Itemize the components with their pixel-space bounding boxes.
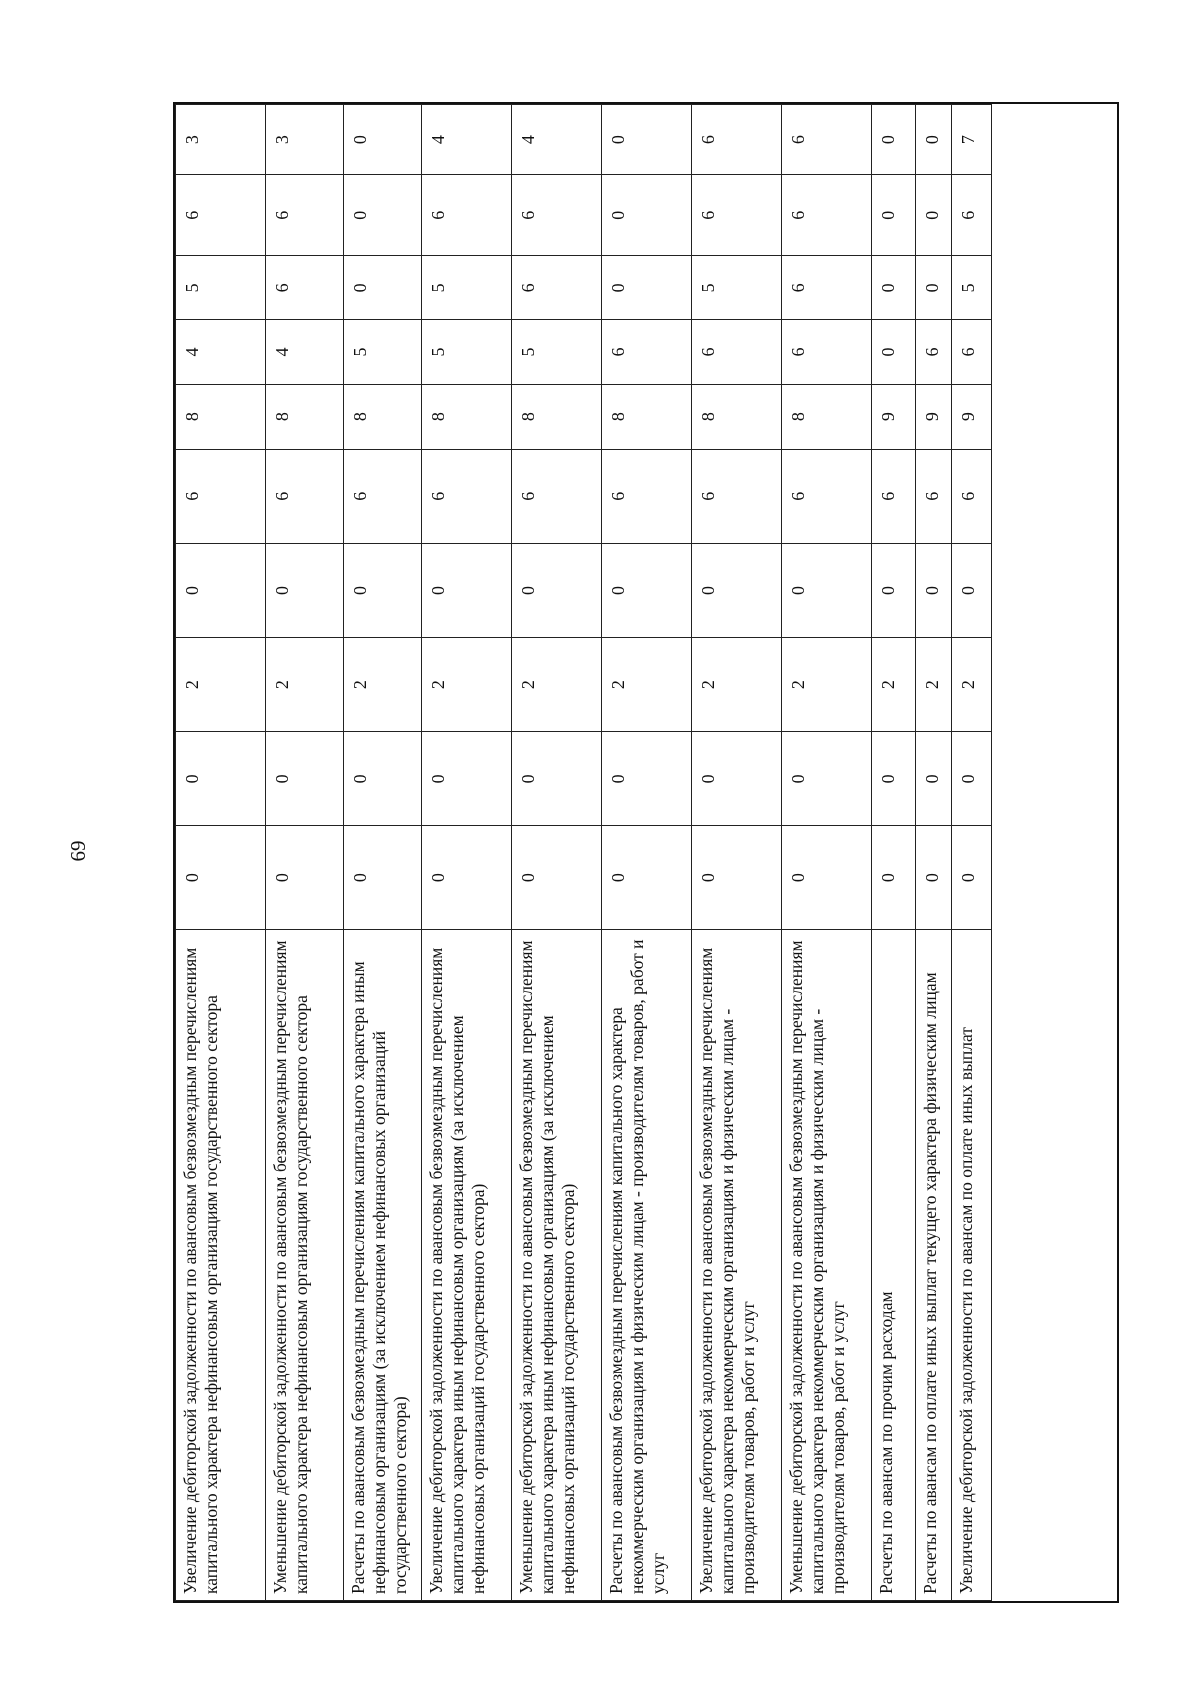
code-digit-cell: 6 <box>692 175 782 256</box>
code-digit-cell: 0 <box>952 543 992 637</box>
code-digit-cell: 8 <box>266 384 344 449</box>
code-digit-cell: 8 <box>512 384 602 449</box>
code-digit-cell: 2 <box>692 638 782 732</box>
code-digit-cell: 4 <box>512 105 602 175</box>
code-digit-cell: 6 <box>602 449 692 543</box>
code-digit-cell: 9 <box>872 384 916 449</box>
code-digit-cell: 2 <box>916 638 952 732</box>
code-digit-cell: 2 <box>872 638 916 732</box>
table-row <box>602 105 692 1601</box>
account-name-cell: Уменьшение дебиторской задолженности по авансовым безвозмездным перечислениям капитального характера иным нефинансовым организациям (за исключением нефинансовых организаций государственного сектора) <box>512 929 602 1600</box>
code-digit-cell: 0 <box>872 256 916 320</box>
code-digit-cell: 0 <box>916 826 952 929</box>
code-digit-cell: 4 <box>176 320 266 384</box>
code-digit-cell: 0 <box>602 732 692 826</box>
account-name-cell: Увеличение дебиторской задолженности по авансам по оплате иных выплат <box>952 929 992 1600</box>
code-digit-cell: 8 <box>176 384 266 449</box>
code-digit-cell: 0 <box>512 826 602 929</box>
code-digit-cell: 2 <box>512 638 602 732</box>
code-digit-cell: 0 <box>692 543 782 637</box>
code-digit-cell: 2 <box>344 638 422 732</box>
table-row <box>872 105 916 1601</box>
code-digit-cell: 8 <box>344 384 422 449</box>
code-digit-cell: 6 <box>692 105 782 175</box>
code-digit-cell: 0 <box>344 105 422 175</box>
code-digit-cell: 0 <box>176 543 266 637</box>
code-digit-cell: 0 <box>176 826 266 929</box>
code-digit-cell: 0 <box>872 543 916 637</box>
page-number: 69 <box>66 840 90 862</box>
code-digit-cell: 3 <box>176 105 266 175</box>
code-digit-cell: 6 <box>872 449 916 543</box>
code-digit-cell: 6 <box>692 320 782 384</box>
code-digit-cell: 2 <box>266 638 344 732</box>
table-body <box>176 105 992 1601</box>
code-digit-cell: 0 <box>602 543 692 637</box>
table-row <box>952 105 992 1601</box>
code-digit-cell: 0 <box>872 826 916 929</box>
account-name-cell: Увеличение дебиторской задолженности по авансовым безвозмездным перечислениям капитального характера нефинансовым организациям государственного сектора <box>176 929 266 1600</box>
code-digit-cell: 0 <box>692 732 782 826</box>
code-digit-cell: 0 <box>916 105 952 175</box>
table-row <box>512 105 602 1601</box>
code-digit-cell: 5 <box>344 320 422 384</box>
code-digit-cell: 0 <box>872 175 916 256</box>
code-digit-cell: 9 <box>916 384 952 449</box>
code-digit-cell: 6 <box>176 449 266 543</box>
code-digit-cell: 6 <box>512 449 602 543</box>
code-digit-cell: 6 <box>692 449 782 543</box>
code-digit-cell: 0 <box>344 175 422 256</box>
code-digit-cell: 3 <box>266 105 344 175</box>
code-digit-cell: 6 <box>916 320 952 384</box>
code-digit-cell: 4 <box>266 320 344 384</box>
code-digit-cell: 2 <box>602 638 692 732</box>
account-name-cell: Расчеты по авансам по оплате иных выплат текущего характера физическим лицам <box>916 929 952 1600</box>
code-digit-cell: 0 <box>602 256 692 320</box>
code-digit-cell: 6 <box>422 449 512 543</box>
code-digit-cell: 8 <box>782 384 872 449</box>
code-digit-cell: 6 <box>952 320 992 384</box>
code-digit-cell: 8 <box>602 384 692 449</box>
code-digit-cell: 0 <box>422 826 512 929</box>
code-digit-cell: 0 <box>344 732 422 826</box>
code-digit-cell: 0 <box>266 826 344 929</box>
code-digit-cell: 2 <box>422 638 512 732</box>
table-row <box>266 105 344 1601</box>
code-digit-cell: 0 <box>872 320 916 384</box>
code-digit-cell: 8 <box>692 384 782 449</box>
table-row <box>782 105 872 1601</box>
code-digit-cell: 0 <box>602 175 692 256</box>
code-digit-cell: 5 <box>952 256 992 320</box>
code-digit-cell: 5 <box>692 256 782 320</box>
code-digit-cell: 9 <box>952 384 992 449</box>
code-digit-cell: 0 <box>422 732 512 826</box>
code-digit-cell: 0 <box>692 826 782 929</box>
code-digit-cell: 6 <box>512 256 602 320</box>
code-digit-cell: 6 <box>782 175 872 256</box>
code-digit-cell: 6 <box>266 449 344 543</box>
code-digit-cell: 0 <box>782 826 872 929</box>
accounts-table-frame <box>173 102 1119 1603</box>
code-digit-cell: 6 <box>266 175 344 256</box>
code-digit-cell: 0 <box>602 105 692 175</box>
code-digit-cell: 0 <box>422 543 512 637</box>
code-digit-cell: 5 <box>176 256 266 320</box>
code-digit-cell: 0 <box>512 543 602 637</box>
code-digit-cell: 0 <box>512 732 602 826</box>
table-row <box>176 105 266 1601</box>
code-digit-cell: 6 <box>602 320 692 384</box>
code-digit-cell: 2 <box>176 638 266 732</box>
account-name-cell: Уменьшение дебиторской задолженности по авансовым безвозмездным перечислениям капитального характера некоммерческим организациям и физическим лицам - производителям товаров, работ и услуг <box>782 929 872 1600</box>
code-digit-cell: 7 <box>952 105 992 175</box>
account-name-cell: Расчеты по авансовым безвозмездным перечислениям капитального характера некоммерческим организациям и физическим лицам - производителям товаров, работ и услуг <box>602 929 692 1600</box>
code-digit-cell: 0 <box>602 826 692 929</box>
account-name-cell: Расчеты по авансовым безвозмездным перечислениям капитального характера иным нефинансовым организациям (за исключением нефинансовых организаций государственного сектора) <box>344 929 422 1600</box>
code-digit-cell: 0 <box>782 543 872 637</box>
code-digit-cell: 0 <box>872 732 916 826</box>
code-digit-cell: 6 <box>952 175 992 256</box>
code-digit-cell: 0 <box>916 256 952 320</box>
code-digit-cell: 5 <box>422 256 512 320</box>
accounts-table-rotated <box>175 104 992 1601</box>
account-name-cell: Уменьшение дебиторской задолженности по авансовым безвозмездным перечислениям капитального характера нефинансовым организациям государственного сектора <box>266 929 344 1600</box>
code-digit-cell: 0 <box>916 175 952 256</box>
code-digit-cell: 0 <box>266 543 344 637</box>
code-digit-cell: 6 <box>176 175 266 256</box>
code-digit-cell: 2 <box>952 638 992 732</box>
code-digit-cell: 0 <box>266 732 344 826</box>
code-digit-cell: 6 <box>952 449 992 543</box>
account-name-cell: Увеличение дебиторской задолженности по авансовым безвозмездным перечислениям капитального характера иным нефинансовым организациям (за исключением нефинансовых организаций государственного сектора) <box>422 929 512 1600</box>
table-row <box>692 105 782 1601</box>
code-digit-cell: 0 <box>176 732 266 826</box>
account-name-cell: Увеличение дебиторской задолженности по авансовым безвозмездным перечислениям капитального характера некоммерческим организациям и физическим лицам - производителям товаров, работ и услуг <box>692 929 782 1600</box>
code-digit-cell: 5 <box>512 320 602 384</box>
code-digit-cell: 6 <box>512 175 602 256</box>
code-digit-cell: 4 <box>422 105 512 175</box>
code-digit-cell: 0 <box>344 543 422 637</box>
code-digit-cell: 0 <box>872 105 916 175</box>
code-digit-cell: 6 <box>782 449 872 543</box>
accounts-table <box>175 104 992 1601</box>
code-digit-cell: 0 <box>344 826 422 929</box>
code-digit-cell: 0 <box>952 826 992 929</box>
code-digit-cell: 0 <box>782 732 872 826</box>
code-digit-cell: 6 <box>782 105 872 175</box>
account-name-cell: Расчеты по авансам по прочим расходам <box>872 929 916 1600</box>
table-row <box>916 105 952 1601</box>
code-digit-cell: 2 <box>782 638 872 732</box>
code-digit-cell: 6 <box>266 256 344 320</box>
code-digit-cell: 6 <box>782 320 872 384</box>
code-digit-cell: 6 <box>782 256 872 320</box>
code-digit-cell: 6 <box>344 449 422 543</box>
code-digit-cell: 6 <box>916 449 952 543</box>
code-digit-cell: 6 <box>422 175 512 256</box>
code-digit-cell: 0 <box>952 732 992 826</box>
table-row <box>422 105 512 1601</box>
table-row <box>344 105 422 1601</box>
code-digit-cell: 5 <box>422 320 512 384</box>
code-digit-cell: 0 <box>916 543 952 637</box>
code-digit-cell: 0 <box>344 256 422 320</box>
code-digit-cell: 0 <box>916 732 952 826</box>
code-digit-cell: 8 <box>422 384 512 449</box>
